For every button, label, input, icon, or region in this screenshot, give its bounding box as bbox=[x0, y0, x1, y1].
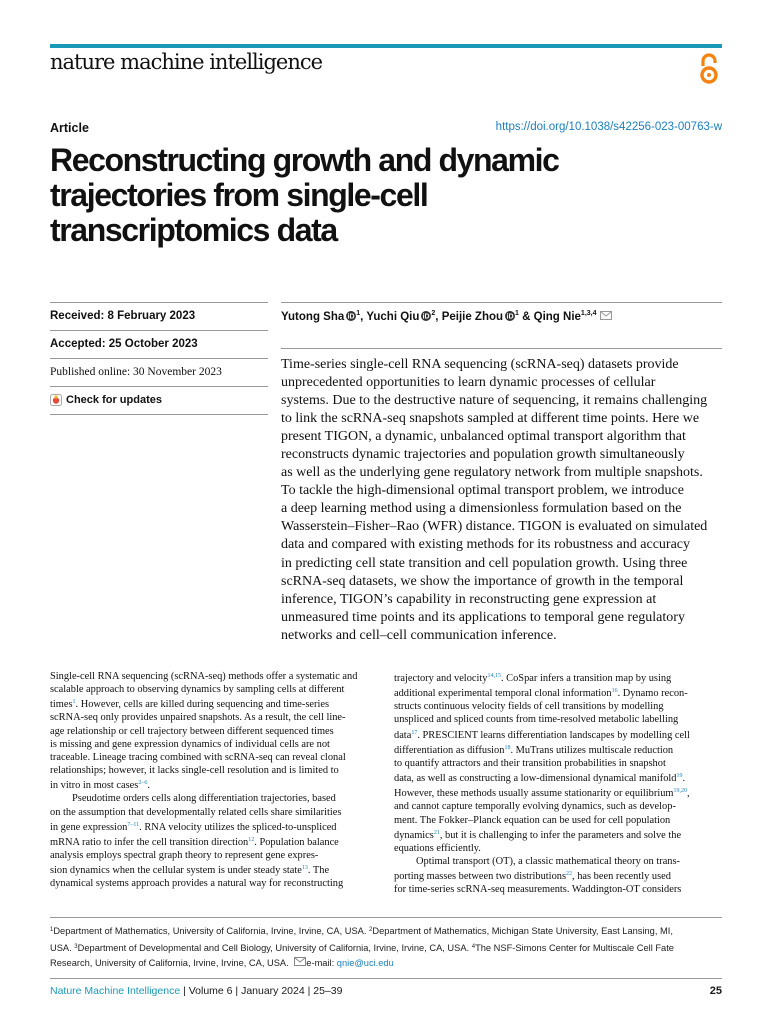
affiliation-number: 4 bbox=[471, 943, 476, 950]
footer-rule bbox=[50, 978, 722, 979]
body-text: Single-cell RNA sequencing (scRNA-seq) methods offer a systematic and bbox=[50, 671, 358, 682]
footnote-rule bbox=[50, 917, 722, 918]
body-column-right bbox=[394, 670, 724, 897]
body-text: ment. The Fokker–Planck equation can be used for cell population bbox=[394, 814, 671, 826]
authors-top-rule bbox=[281, 302, 722, 303]
envelope-icon bbox=[294, 957, 306, 966]
body-text: structs continuous velocity fields of cell transitions by modelling bbox=[394, 701, 664, 713]
abstract-line: scRNA-seq datasets, we show the importance of growth in the temporal bbox=[281, 573, 684, 589]
abstract-line: as well as the underlying gene regulatory network from multiple snapshots. bbox=[281, 465, 703, 481]
author-separator: & bbox=[518, 311, 534, 323]
body-text: . bbox=[682, 773, 686, 785]
citation-ref[interactable]: 21 bbox=[433, 829, 440, 836]
citation-ref[interactable]: 17 bbox=[411, 729, 418, 736]
check-for-updates-icon bbox=[50, 394, 62, 406]
abstract-line: unmeasured time points and its applications to temporal gene regulatory bbox=[281, 609, 685, 625]
body-line bbox=[50, 806, 380, 819]
body-text: scRNA-seq only provides unpaired snapshots. As a result, the cell line- bbox=[50, 712, 346, 724]
svg-text:iD: iD bbox=[422, 313, 430, 321]
body-text: , but it is challenging to infer the parameters and solve the bbox=[439, 829, 682, 841]
meta-divider bbox=[50, 414, 268, 415]
body-text: . Population balance bbox=[254, 836, 339, 848]
affiliation-number: 3 bbox=[74, 943, 78, 950]
abstract-line: present TIGON, a dynamic, unbalanced optimal transport algorithm that bbox=[281, 429, 686, 445]
check-for-updates-label: Check for updates bbox=[66, 394, 162, 406]
body-line bbox=[50, 849, 380, 862]
title-line: Reconstructing growth and dynamic bbox=[50, 142, 559, 178]
orcid-icon[interactable] bbox=[421, 311, 431, 321]
body-text: times bbox=[50, 699, 73, 711]
body-text: age relationship or cell trajectory between different sequenced times bbox=[50, 725, 334, 737]
affiliation-number: 2 bbox=[369, 927, 373, 933]
author-name: Qing Nie bbox=[533, 311, 581, 323]
body-line bbox=[394, 770, 724, 785]
author-list bbox=[281, 311, 722, 323]
citation-ref[interactable]: 18 bbox=[504, 744, 511, 751]
article-type: Article bbox=[50, 121, 89, 135]
author-affiliation: 1,3,4 bbox=[580, 310, 597, 318]
body-line bbox=[50, 738, 380, 751]
published-date: Published online: 30 November 2023 bbox=[50, 366, 222, 378]
body-line bbox=[394, 814, 724, 827]
body-line bbox=[50, 696, 380, 711]
body-line bbox=[50, 725, 380, 738]
body-line bbox=[394, 800, 724, 813]
body-text: additional experimental temporal clonal information bbox=[394, 688, 612, 700]
open-access-icon[interactable] bbox=[696, 52, 722, 86]
body-line bbox=[394, 700, 724, 713]
title-line: transcriptomics data bbox=[50, 212, 337, 248]
abstract-line: to link the scRNA-seq snapshots sampled at different time points. Here we bbox=[281, 411, 700, 427]
body-text: dynamics bbox=[394, 829, 434, 841]
body-text: relationships; however, it lacks single-cell resolution and is limited to bbox=[50, 765, 339, 777]
title-line: trajectories from single-cell bbox=[50, 177, 428, 213]
body-line bbox=[394, 842, 724, 855]
top-accent-rule bbox=[50, 44, 722, 48]
body-line bbox=[50, 792, 380, 805]
body-line bbox=[50, 877, 380, 890]
body-text: . However, cells are killed during sequencing and time-series bbox=[75, 699, 330, 711]
affiliations-footnote bbox=[50, 923, 730, 972]
footnote-line bbox=[50, 956, 730, 972]
body-line bbox=[394, 742, 724, 757]
citation-ref[interactable]: 19,20 bbox=[673, 788, 687, 795]
footnote-text: Department of Developmental and Cell Biology, University of California, Irvine, Irvine, CA, USA. bbox=[77, 942, 472, 953]
body-line bbox=[394, 685, 724, 700]
received-date: Received: 8 February 2023 bbox=[50, 310, 196, 322]
svg-text:iD: iD bbox=[347, 313, 355, 321]
body-text: on the assumption that developmentally related cells share similarities bbox=[50, 806, 342, 818]
body-line bbox=[394, 785, 724, 800]
footnote-line bbox=[50, 923, 730, 940]
check-for-updates-button[interactable] bbox=[50, 387, 268, 414]
body-text: sion dynamics when the cellular system is under steady state bbox=[50, 865, 302, 877]
abstract-line: systems. Due to the destructive nature of sequencing, it remains challenging bbox=[281, 393, 708, 409]
author-affiliation: 2 bbox=[431, 310, 436, 318]
body-text: . The bbox=[307, 865, 330, 877]
body-text: . bbox=[147, 780, 150, 792]
body-line bbox=[394, 883, 724, 896]
body-column-left bbox=[50, 670, 380, 891]
body-text: differentiation as diffusion bbox=[394, 744, 505, 756]
body-line bbox=[50, 819, 380, 834]
body-text: and cannot capture temporally evolving dynamics, such as develop- bbox=[394, 801, 676, 813]
body-text: equations efficiently. bbox=[394, 842, 481, 854]
citation-ref[interactable]: 22 bbox=[566, 871, 573, 878]
footnote-text: Research, University of California, Irvine, Irvine, CA, USA. bbox=[50, 958, 292, 968]
author-separator: , bbox=[435, 311, 442, 323]
corresponding-author-envelope-icon[interactable] bbox=[600, 311, 612, 320]
doi-link[interactable]: https://doi.org/10.1038/s42256-023-00763-w bbox=[495, 121, 722, 133]
body-line bbox=[394, 855, 724, 868]
abstract-line: Wasserstein–Fisher–Rao (WFR) distance. TIGON is evaluated on simulated bbox=[281, 519, 708, 535]
author-separator: , bbox=[360, 311, 367, 323]
accepted-date: Accepted: 25 October 2023 bbox=[50, 338, 198, 350]
body-text: mRNA ratio to infer the cell transition direction bbox=[50, 836, 249, 848]
abstract-line: a deep learning method using a dimensionless formulation based on the bbox=[281, 501, 682, 517]
journal-name: nature machine intelligence bbox=[50, 50, 323, 74]
orcid-icon[interactable] bbox=[505, 311, 515, 321]
abstract-line: in predicting cell state transition and cell population growth. Using three bbox=[281, 555, 688, 571]
article-metadata bbox=[50, 302, 268, 415]
footer-citation bbox=[50, 985, 342, 997]
body-text: in vitro in most cases bbox=[50, 780, 139, 792]
author-name: Yuchi Qiu bbox=[366, 311, 420, 323]
body-line bbox=[394, 827, 724, 842]
body-text: scalable approach to observing dynamics by sampling cells at different bbox=[50, 684, 345, 696]
author-name: Yutong Sha bbox=[281, 311, 345, 323]
authors-bottom-rule bbox=[281, 348, 722, 349]
footer-issue: | Volume 6 | January 2024 | 25–39 bbox=[180, 985, 343, 997]
body-text: . CoSpar infers a transition map by using bbox=[500, 673, 672, 684]
body-line bbox=[50, 764, 380, 777]
author-affiliation: 1 bbox=[356, 310, 361, 318]
body-text: , has been recently used bbox=[572, 871, 671, 883]
body-text: analysis employs spectral graph theory to represent gene expres- bbox=[50, 850, 319, 862]
abstract-line: unprecedented opportunities to learn dynamic processes of cellular bbox=[281, 375, 656, 391]
orcid-icon[interactable] bbox=[346, 311, 356, 321]
body-text: , bbox=[687, 788, 690, 800]
body-text: porting masses between two distributions bbox=[394, 871, 567, 883]
body-line bbox=[50, 711, 380, 724]
footnote-text: USA. bbox=[50, 942, 75, 953]
footnote-line bbox=[50, 940, 730, 957]
body-text: Optimal transport (OT), a classic mathematical theory on trans- bbox=[416, 856, 681, 868]
citation-ref[interactable]: 1 bbox=[72, 699, 76, 706]
abstract bbox=[281, 356, 726, 645]
body-text: . Dynamo recon- bbox=[617, 688, 688, 700]
body-text: in gene expression bbox=[50, 821, 128, 833]
affiliation-number: 1 bbox=[50, 927, 54, 933]
body-text: to quantify attractors and their transition probabilities in snapshot bbox=[394, 757, 666, 769]
abstract-line: To tackle the high-dimensional optimal transport problem, we introduce bbox=[281, 483, 684, 499]
body-text: data, as well as constructing a low-dimensional dynamical manifold bbox=[394, 773, 677, 785]
svg-text:iD: iD bbox=[506, 313, 514, 321]
email-link[interactable]: qnie@uci.edu bbox=[336, 958, 394, 968]
footnote-text: Department of Mathematics, Michigan State University, East Lansing, MI, bbox=[372, 926, 673, 936]
abstract-line: data and compared with existing methods for its robustness and accuracy bbox=[281, 537, 690, 553]
body-line bbox=[50, 683, 380, 696]
body-line bbox=[394, 868, 724, 883]
footnote-text: Department of Mathematics, University of California, Irvine, Irvine, CA, USA. bbox=[53, 926, 370, 936]
body-text: data bbox=[394, 729, 412, 741]
body-line bbox=[394, 757, 724, 770]
body-line bbox=[50, 862, 380, 877]
footnote-text: The NSF-Simons Center for Multiscale Cell Fate bbox=[475, 942, 674, 953]
author-name: Peijie Zhou bbox=[441, 311, 504, 323]
body-text: . PRESCIENT learns differentiation landscapes by modelling cell bbox=[417, 729, 690, 741]
body-text: trajectory and velocity bbox=[394, 673, 488, 684]
abstract-line: Time-series single-cell RNA sequencing (scRNA-seq) datasets provide bbox=[281, 357, 679, 372]
body-line bbox=[50, 751, 380, 764]
citation-ref[interactable]: 12 bbox=[248, 836, 255, 843]
email-label: e-mail: bbox=[306, 958, 337, 968]
body-line bbox=[50, 834, 380, 849]
abstract-line: inference, TIGON’s capability in reconstructing gene expression at bbox=[281, 591, 657, 607]
footer-journal-name: Nature Machine Intelligence bbox=[50, 985, 181, 997]
citation-ref[interactable]: 13 bbox=[301, 865, 308, 872]
body-text: traceable. Lineage tracing combined with scRNA-seq can reveal clonal bbox=[50, 751, 346, 763]
body-line bbox=[394, 670, 724, 685]
body-text: . RNA velocity utilizes the spliced-to-unspliced bbox=[139, 821, 337, 833]
author-affiliation: 1 bbox=[515, 310, 519, 318]
body-text: Pseudotime orders cells along differentiation trajectories, based bbox=[72, 793, 336, 805]
body-text: dynamical systems approach provides a natural way for reconstructing bbox=[50, 878, 344, 890]
body-text: unspliced and spliced counts from time-resolved metabolic labelling bbox=[394, 714, 679, 726]
citation-ref[interactable]: 19 bbox=[676, 773, 683, 780]
citation-ref[interactable]: 7–11 bbox=[127, 821, 140, 828]
body-text: for time-series scRNA-seq measurements. Waddington-OT considers bbox=[394, 884, 682, 896]
body-text: . MuTrans utilizes multiscale reduction bbox=[510, 744, 674, 756]
citation-ref[interactable]: 14,15 bbox=[487, 673, 501, 679]
abstract-line: reconstructs dynamic trajectories and population growth simultaneously bbox=[281, 447, 685, 463]
body-text: is missing and gene expression dynamics of individual cells are not bbox=[50, 738, 330, 750]
body-line bbox=[50, 670, 380, 683]
body-line bbox=[50, 777, 380, 792]
citation-ref[interactable]: 16 bbox=[611, 688, 618, 695]
body-text: However, these methods usually assume stationarity or equilibrium bbox=[394, 788, 674, 800]
page-number: 25 bbox=[709, 985, 722, 997]
abstract-line: networks and cell–cell communication inference. bbox=[281, 627, 557, 643]
body-line bbox=[394, 727, 724, 742]
citation-ref[interactable]: 2–6 bbox=[138, 780, 148, 787]
article-title bbox=[50, 143, 730, 248]
body-line bbox=[394, 713, 724, 726]
